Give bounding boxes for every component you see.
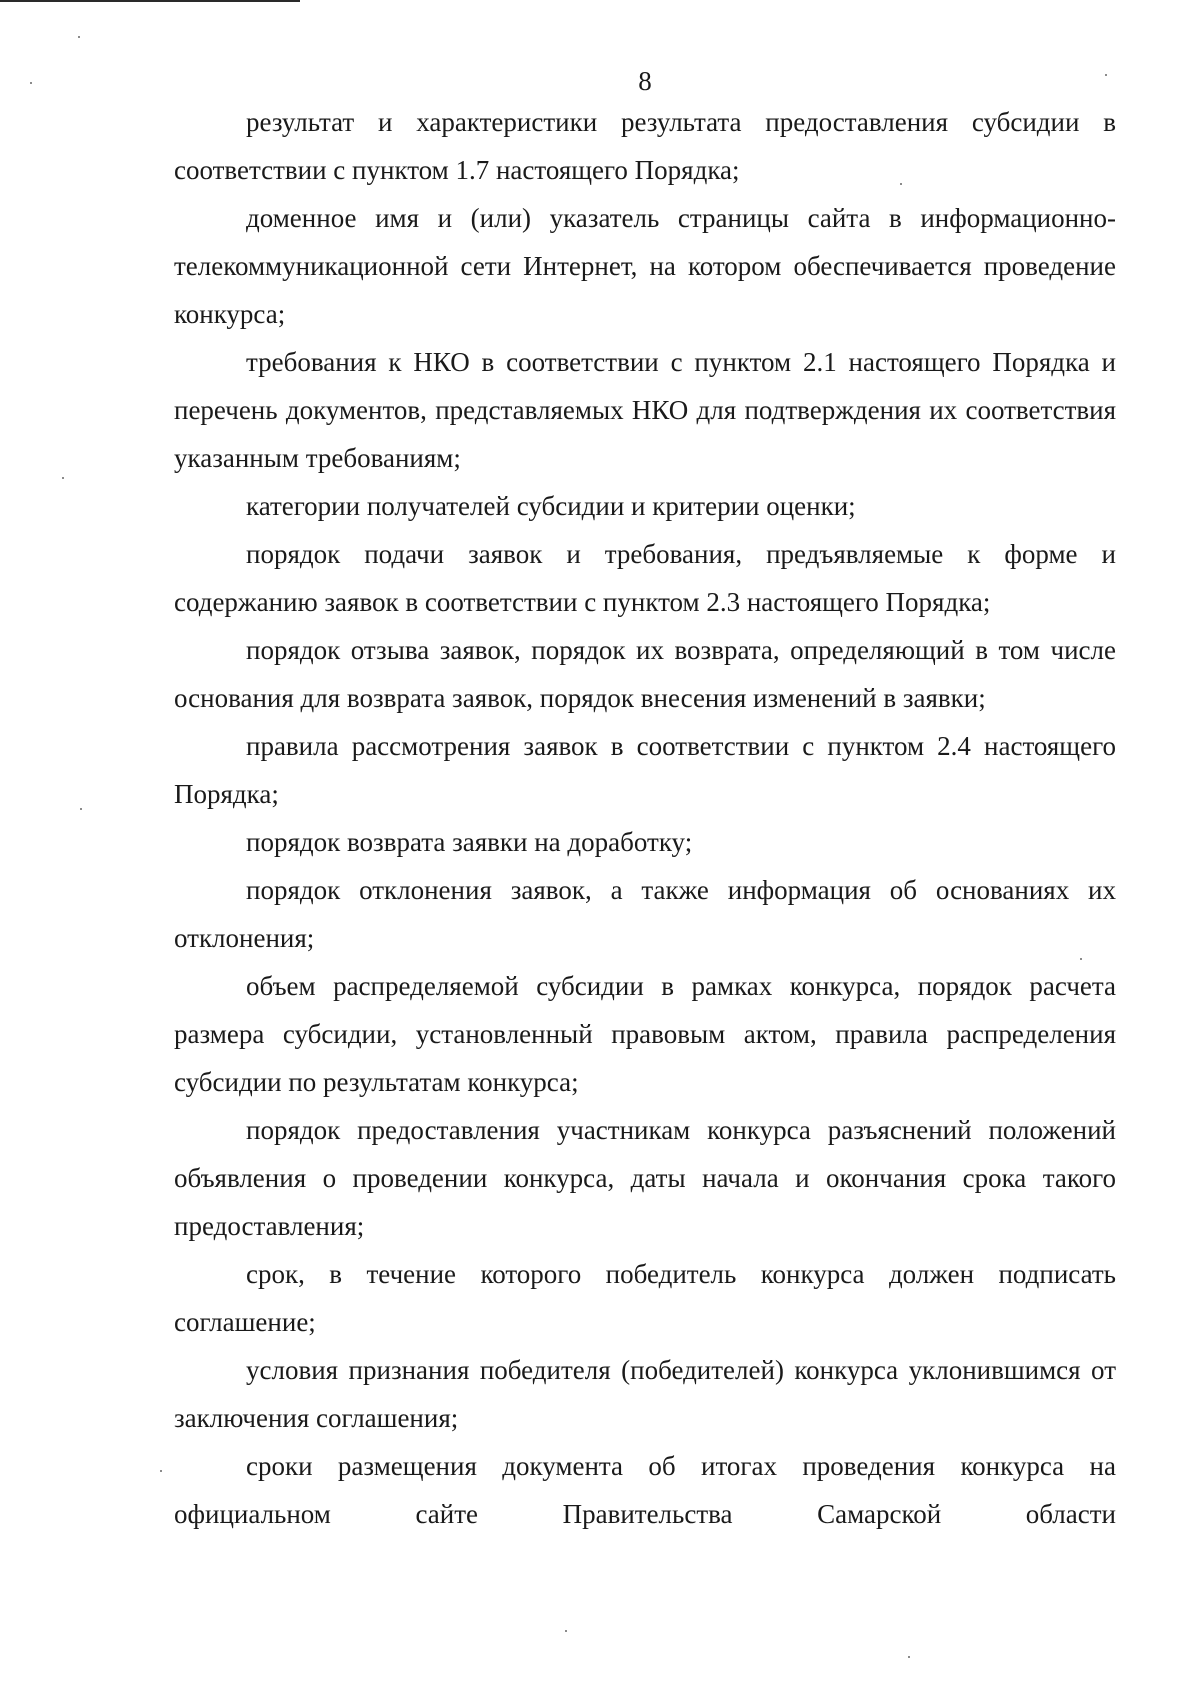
scan-top-rule <box>0 0 300 2</box>
paragraph-review-rules: правила рассмотрения заявок в соответствии с пунктом 2.4 настоящего Порядка; <box>174 731 1116 809</box>
paragraph-nko-requirements: требования к НКО в соответствии с пунктом 2.1 настоящего Порядка и перечень документов, представляемых НКО для подтверждения их соответствия указанным требованиям; <box>174 347 1116 473</box>
paragraph-evasion-conditions: условия признания победителя (победителей) конкурса уклонившимся от заключения соглашения; <box>174 1355 1116 1433</box>
paragraph-return-for-revision: порядок возврата заявки на доработку; <box>246 827 693 857</box>
scan-speck <box>565 1630 567 1632</box>
paragraph-rejection-order: порядок отклонения заявок, а также информация об основаниях их отклонения; <box>174 875 1116 953</box>
paragraph-subsidy-volume: объем распределяемой субсидии в рамках конкурса, порядок расчета размера субсидии, установленный правовым актом, правила распределения субсидии по результатам конкурса; <box>174 971 1116 1097</box>
scan-speck <box>78 36 80 38</box>
paragraph-result: результат и характеристики результата предоставления субсидии в соответствии с пунктом 1.7 настоящего Порядка; <box>174 107 1116 185</box>
paragraph-withdrawal-order: порядок отзыва заявок, порядок их возврата, определяющий в том числе основания для возврата заявок, порядок внесения изменений в заявки; <box>174 635 1116 713</box>
scan-speck <box>1105 74 1107 76</box>
paragraph-categories: категории получателей субсидии и критерии оценки; <box>246 491 856 521</box>
scan-speck <box>908 1656 910 1658</box>
paragraph-submission-order: порядок подачи заявок и требования, предъявляемые к форме и содержанию заявок в соответствии с пунктом 2.3 настоящего Порядка; <box>174 539 1116 617</box>
paragraph-domain-name: доменное имя и (или) указатель страницы сайта в информационно-телекоммуникационной сети Интернет, на котором обеспечивается проведение конкурса; <box>174 203 1116 329</box>
page-number: 8 <box>638 66 652 96</box>
scan-speck <box>62 477 64 479</box>
scan-speck <box>900 183 902 185</box>
scan-speck <box>80 808 82 810</box>
document-body <box>174 98 1116 1538</box>
scan-speck <box>1080 958 1082 960</box>
paragraph-signing-deadline: срок, в течение которого победитель конкурса должен подписать соглашение; <box>174 1259 1116 1337</box>
paragraph-clarifications: порядок предоставления участникам конкурса разъяснений положений объявления о проведении конкурса, даты начала и окончания срока такого предоставления; <box>174 1115 1116 1241</box>
paragraph-publication-deadline: сроки размещения документа об итогах проведения конкурса на официальном сайте Правительства Самарской области <box>174 1451 1116 1529</box>
scan-speck <box>160 1470 162 1472</box>
scan-speck <box>30 82 32 84</box>
